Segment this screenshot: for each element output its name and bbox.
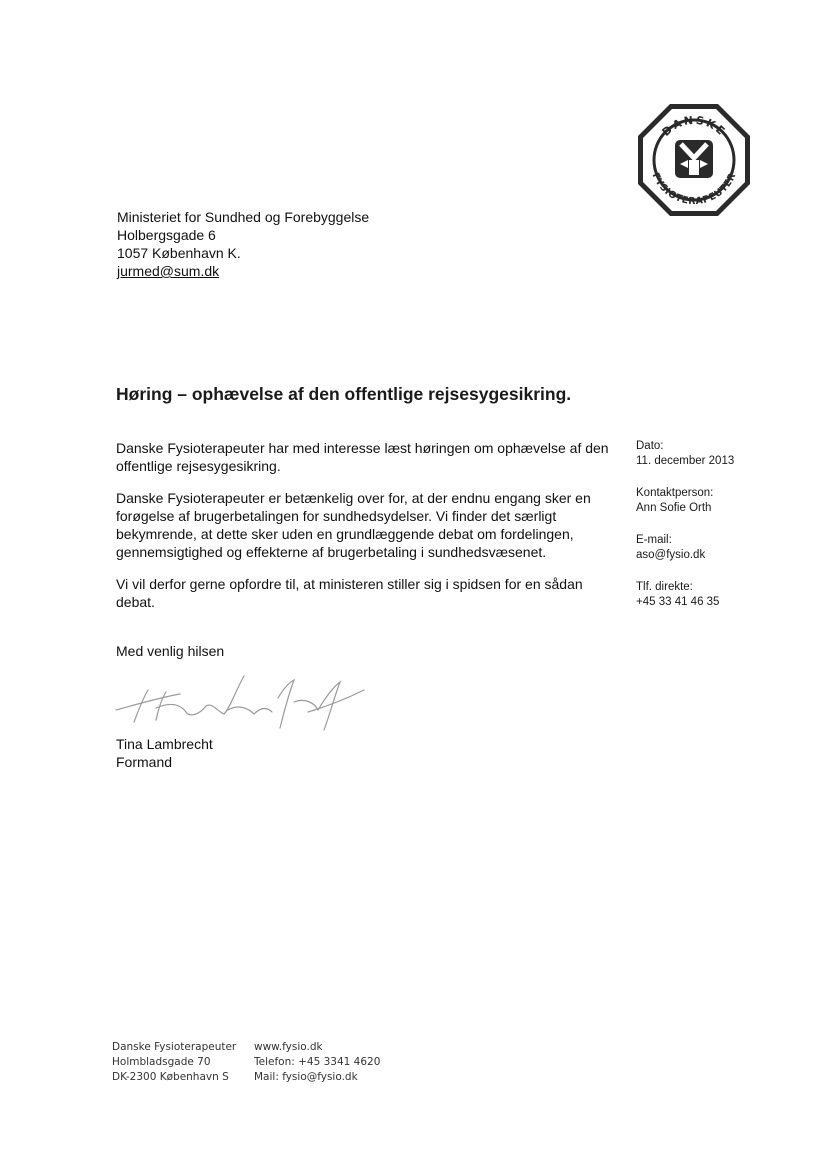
contact-label: Kontaktperson: bbox=[636, 487, 714, 499]
footer-mail[interactable]: Mail: fysio@fysio.dk bbox=[254, 1071, 358, 1083]
body-paragraph: Vi vil derfor gerne opfordre til, at ministeren stiller sig i spidsen for en sådan debat. bbox=[116, 576, 583, 610]
footer-city: DK-2300 København S bbox=[112, 1071, 229, 1083]
signature-icon bbox=[108, 668, 378, 740]
recipient-line-3: 1057 København K. bbox=[117, 245, 241, 261]
footer-contact bbox=[254, 1040, 380, 1085]
email-label: E-mail: bbox=[636, 534, 672, 546]
signer-name: Tina Lambrecht bbox=[116, 736, 213, 752]
signer-role: Formand bbox=[116, 754, 173, 770]
footer-street: Holmbladsgade 70 bbox=[112, 1056, 211, 1068]
email-value: aso@fysio.dk bbox=[636, 549, 706, 561]
phone-label: Tlf. direkte: bbox=[636, 581, 693, 593]
recipient-email-link[interactable]: jurmed@sum.dk bbox=[117, 263, 220, 279]
body-paragraph: Danske Fysioterapeuter er betænkelig over for, at der endnu engang sker en forøgelse af brugerbetalingen for sundhedsydelser. Vi finder det særligt bekymrende, at dette sker uden en grundlæggende debat om fordelingen, gennemsigtighed og effekterne af brugerbetaling i sundhedsvæsenet. bbox=[116, 490, 591, 560]
date-label: Dato: bbox=[636, 440, 664, 452]
recipient-line-1: Ministeriet for Sundhed og Forebyggelse bbox=[117, 209, 370, 225]
handwritten-signature bbox=[108, 668, 378, 745]
contact-value: Ann Sofie Orth bbox=[636, 502, 712, 514]
letter-sidebar bbox=[636, 439, 734, 627]
date-value: 11. december 2013 bbox=[636, 455, 735, 467]
body-paragraph: Danske Fysioterapeuter har med interesse læst høringen om ophævelse af den offentlige rejsesygesikring. bbox=[116, 440, 609, 474]
footer-phone: Telefon: +45 3341 4620 bbox=[254, 1056, 381, 1068]
danske-fysioterapeuter-logo bbox=[636, 102, 752, 223]
footer-website-link[interactable]: www.fysio.dk bbox=[254, 1041, 323, 1053]
recipient-address bbox=[117, 208, 369, 280]
letter-title: Høring – ophævelse af den offentlige rejsesygesikring. bbox=[116, 384, 572, 404]
signer-block bbox=[116, 735, 213, 771]
letter-body bbox=[116, 439, 616, 625]
logo-seal-icon bbox=[636, 102, 752, 218]
closing-greeting: Med venlig hilsen bbox=[116, 643, 225, 659]
footer-org: Danske Fysioterapeuter bbox=[112, 1041, 237, 1053]
svg-text:FYSIOTERAPEUTER: FYSIOTERAPEUTER bbox=[649, 171, 739, 208]
phone-value: +45 33 41 46 35 bbox=[636, 596, 720, 608]
recipient-line-2: Holbergsgade 6 bbox=[117, 227, 216, 243]
footer-address bbox=[112, 1040, 236, 1085]
svg-text:DANSKE: DANSKE bbox=[659, 113, 729, 139]
